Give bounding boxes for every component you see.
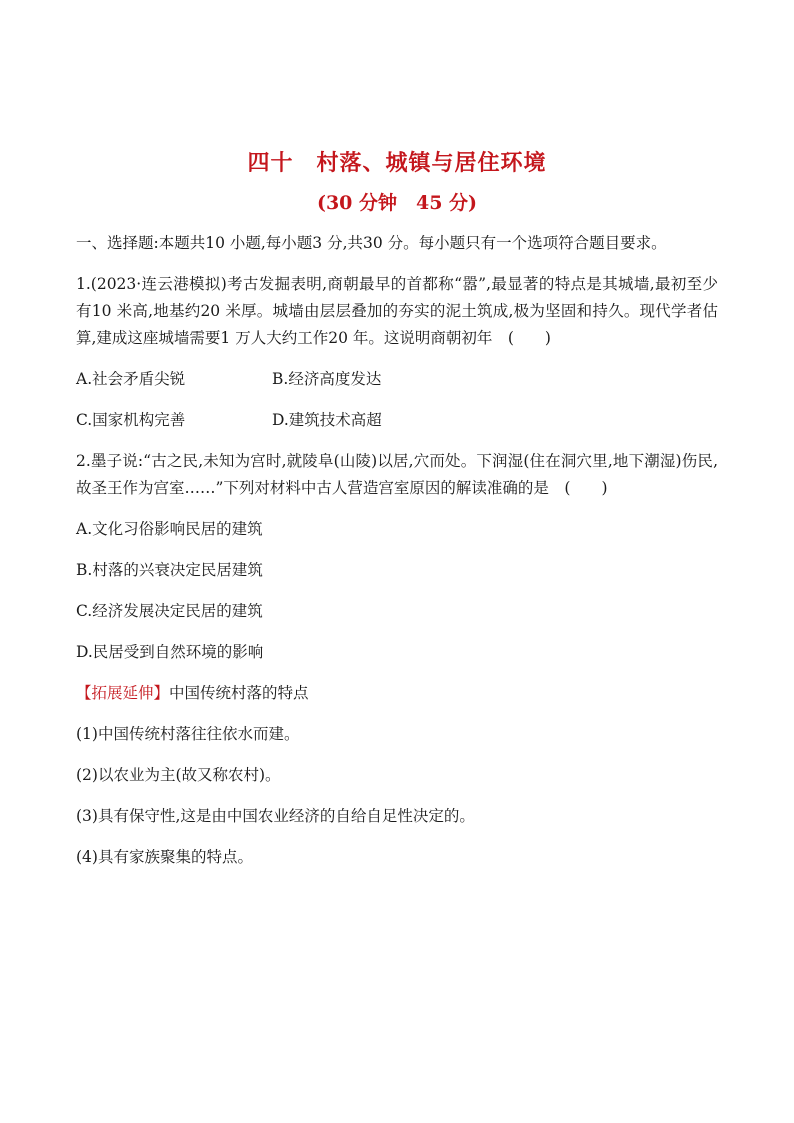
question-1-options-row-1 (76, 366, 718, 393)
question-2-stem: 2.墨子说:“古之民,未知为宫时,就陵阜(山陵)以居,穴而处。下润湿(住在洞穴里,地下潮湿)伤民,故圣王作为宫室……”下列对材料中古人营造宫室原因的解读准确的是 ( ) (76, 452, 718, 497)
question-2-option-c: C.经济发展决定民居的建筑 (76, 602, 263, 620)
question-1-options-row-2 (76, 407, 718, 434)
question-2-option-d: D.民居受到自然环境的影响 (76, 643, 264, 661)
question-1-option-b: B.经济高度发达 (272, 370, 382, 388)
extension-item-3: (3)具有保守性,这是由中国农业经济的自给自足性决定的。 (76, 807, 475, 825)
page-title: 四十 村落、城镇与居住环境 (247, 151, 547, 176)
question-2-option-b: B.村落的兴衰决定民居建筑 (76, 561, 263, 579)
question-1-stem: 1.(2023·连云港模拟)考古发掘表明,商朝最早的首都称“嚣”,最显著的特点是其城墙,最初至少有10 米高,地基约20 米厚。城墙由层层叠加的夯实的泥土筑成,极为坚固和持久。现代学者估算,建成这座城墙需要1 万人大约工作20 年。这说明商朝初年 ( ) (76, 275, 718, 347)
extension-item-2: (2)以农业为主(故又称农村)。 (76, 766, 281, 784)
extension-item-1: (1)中国传统村落往往依水而建。 (76, 725, 300, 743)
page-subtitle: (30 分钟 45 分) (316, 192, 478, 214)
extension-item-4: (4)具有家族聚集的特点。 (76, 848, 253, 866)
section-intro: 一、选择题:本题共10 小题,每小题3 分,共30 分。每小题只有一个选项符合题目要求。 (76, 234, 667, 252)
question-1-option-c: C.国家机构完善 (76, 411, 186, 429)
question-1-option-d: D.建筑技术高超 (272, 411, 382, 429)
question-2-option-a: A.文化习俗影响民居的建筑 (76, 520, 263, 538)
extension-heading: 中国传统村落的特点 (169, 684, 309, 702)
extension-tag: 【拓展延伸】 (76, 684, 170, 702)
extension-header (76, 680, 718, 707)
question-1-option-a: A.社会矛盾尖锐 (76, 370, 186, 388)
document-body (76, 230, 718, 885)
